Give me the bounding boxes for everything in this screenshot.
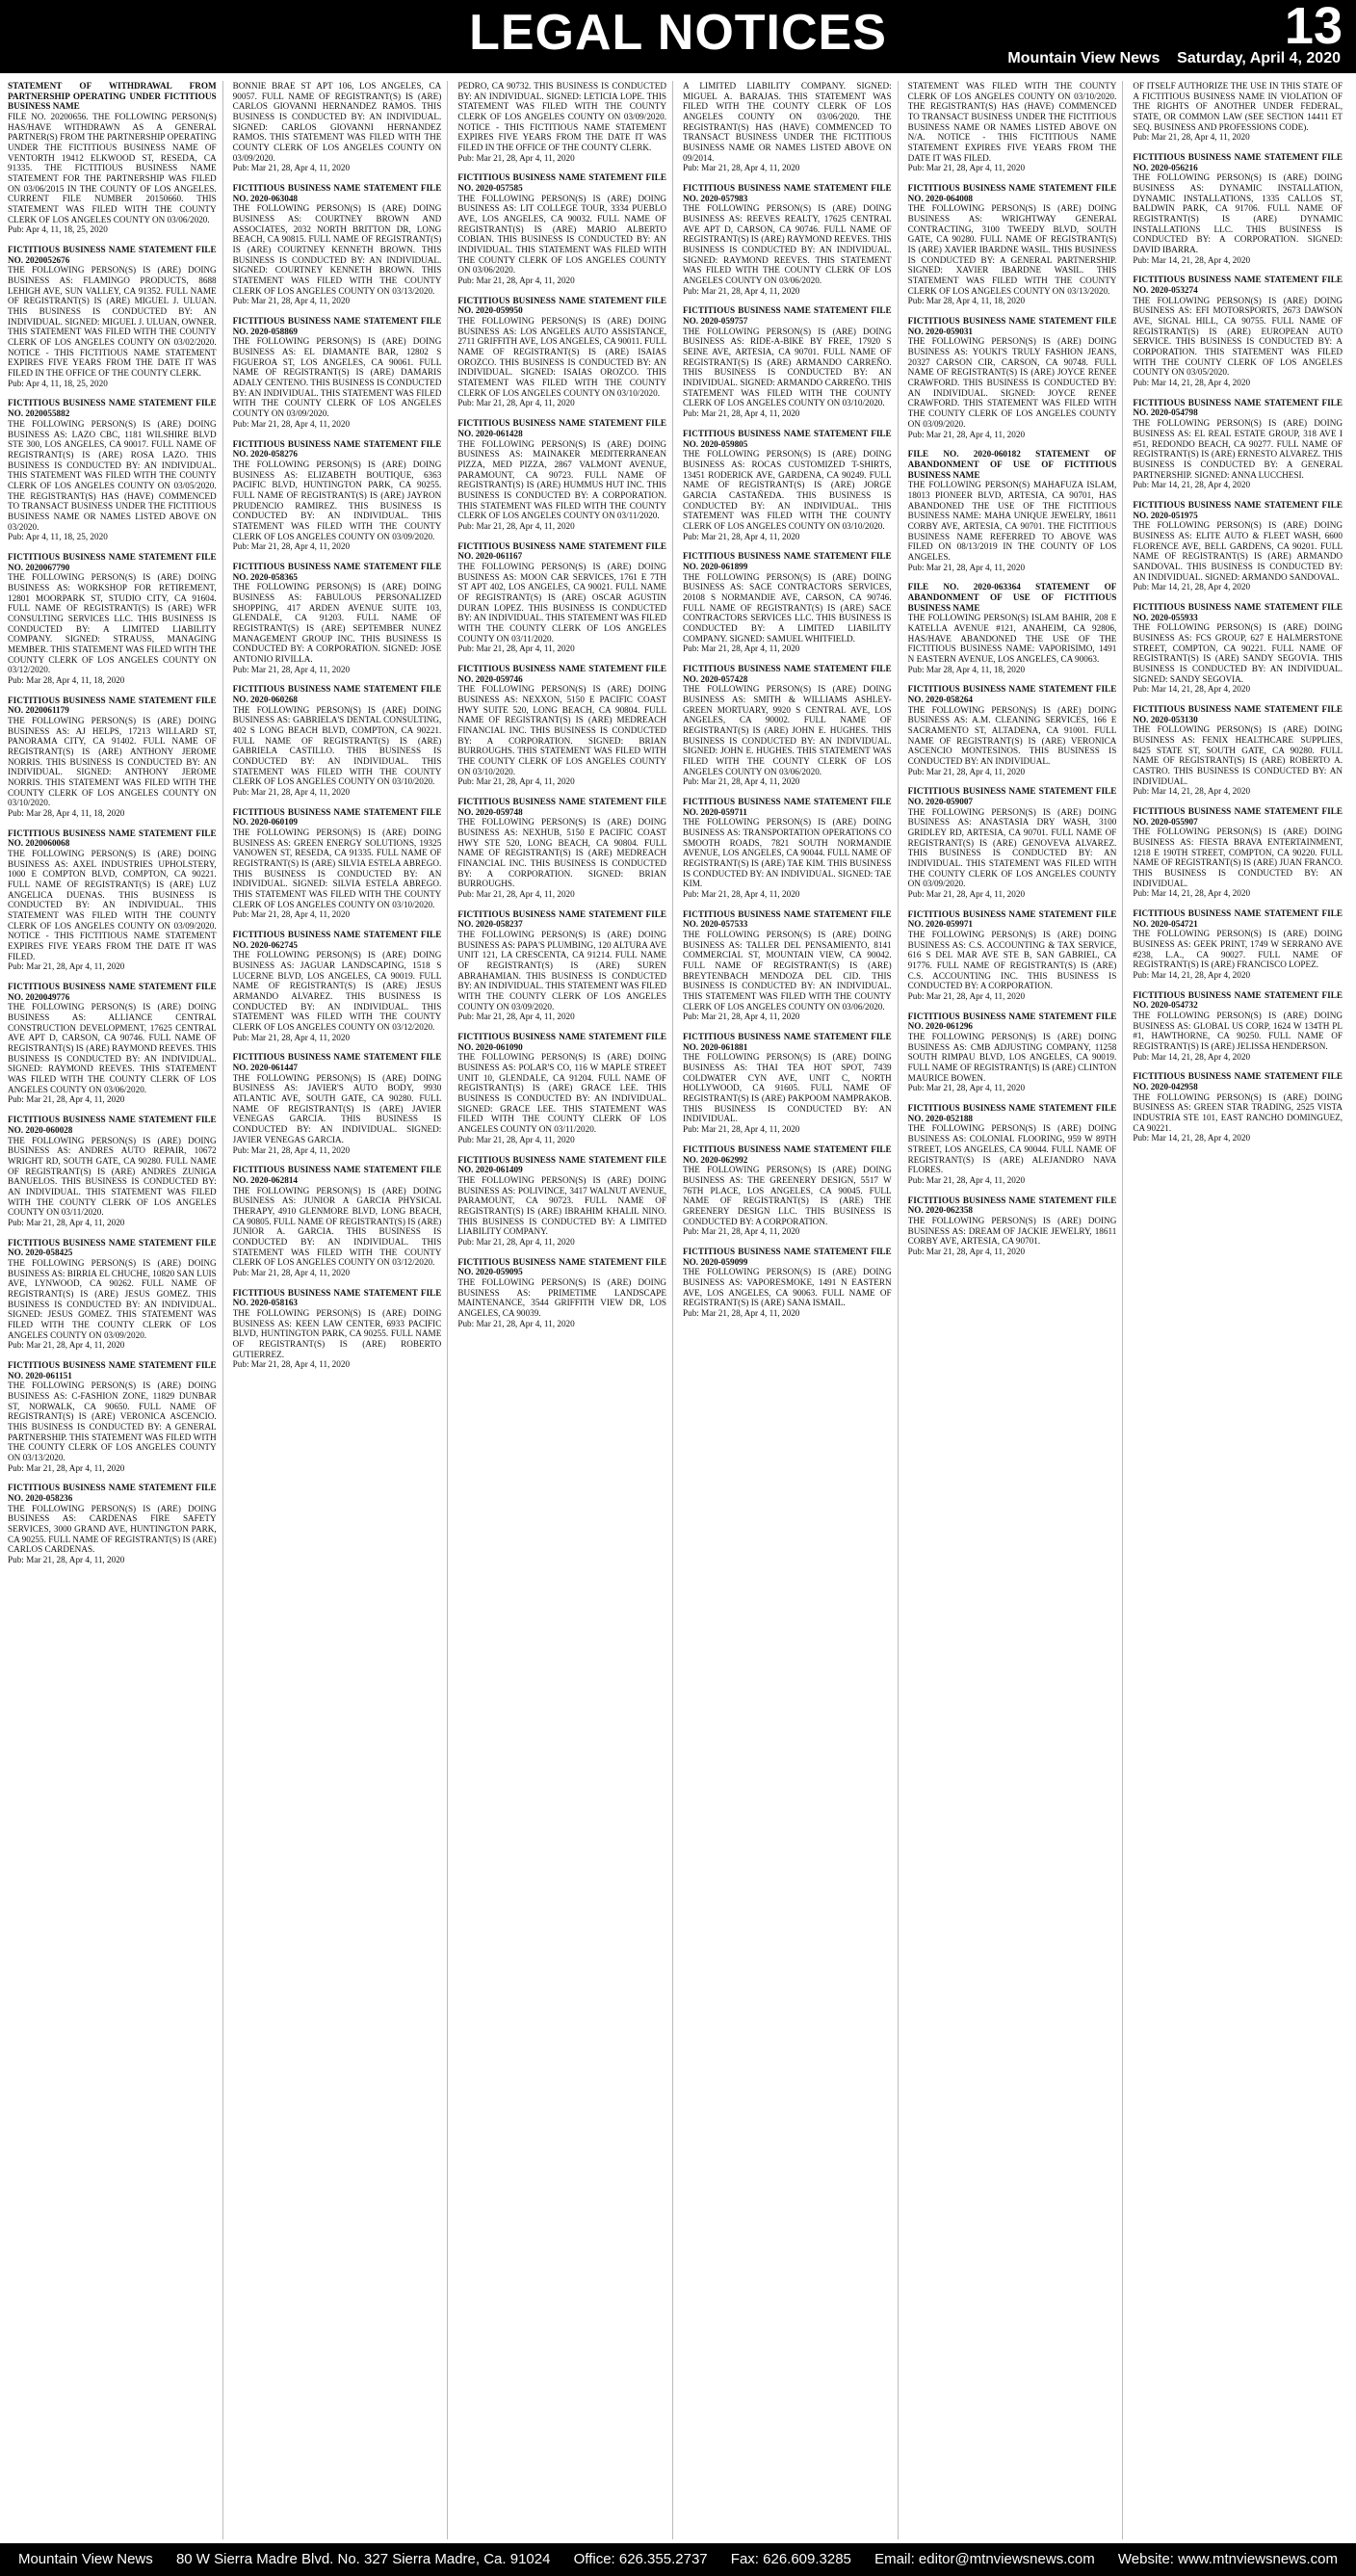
notice-pub-dates: Pub: Mar 21, 28, Apr 4, 11, 2020 [907,991,1026,1002]
notice-heading: FICTITIOUS BUSINESS NAME STATEMENT FILE NO. 2020-059805 [683,428,892,449]
legal-notice [8,1483,217,1564]
notice-heading: FICTITIOUS BUSINESS NAME STATEMENT FILE NO. 2020-059950 [457,295,666,316]
notice-body: THE FOLLOWING PERSON(S) IS (ARE) DOING BUSINESS AS: EL REAL ESTATE GROUP, 318 AVE I #51, REDONDO BEACH, CA 90277. FULL NAME OF REGISTRANT(S) IS (ARE) ERNESTO ALVAREZ. THIS BUSINESS IS CONDUCTED BY: A GENERAL PARTNERSHIP. SIGNED: ANNA LUCCHESI. [1133,418,1343,480]
notice-body: THE FOLLOWING PERSON(S) IS (ARE) DOING BUSINESS AS: WRIGHTWAY GENERAL CONTRACTING, 3100 TWEEDY BLVD, SOUTH GATE, CA 90280. FULL NAME OF REGISTRANT(S) IS (ARE) XAVIER IBARDNE WASIL. THIS BUSINESS IS CONDUCTED BY: A GENERAL PARTNERSHIP. SIGNED: XAVIER IBARDNE WASIL. THIS STATEMENT WAS FILED WITH THE COUNTY CLERK OF LOS ANGELES COUNTY ON 03/13/2020. [907,203,1117,296]
notice-pub-dates: Pub: Mar 21, 28, Apr 4, 11, 2020 [232,163,351,173]
notice-heading: FICTITIOUS BUSINESS NAME STATEMENT FILE NO. 2020-058237 [457,908,666,930]
notice-pub-dates: Pub: Mar 21, 28, Apr 4, 11, 2020 [683,1226,800,1237]
notice-pub-dates: Pub: Mar 21, 28, Apr 4, 11, 2020 [457,776,575,787]
notice-heading: FICTITIOUS BUSINESS NAME STATEMENT FILE NO. 2020-059711 [683,797,892,817]
notice-pub-dates: Pub: Mar 21, 28, Apr 4, 11, 2020 [8,1462,125,1473]
notice-heading: FICTITIOUS BUSINESS NAME STATEMENT FILE NO. 2020-062358 [907,1195,1117,1216]
legal-notice [908,909,1117,1002]
footer [0,2543,1356,2576]
notice-heading: FICTITIOUS BUSINESS NAME STATEMENT FILE NO. 2020-061881 [683,1032,892,1052]
notice-heading: FICTITIOUS BUSINESS NAME STATEMENT FILE NO. 2020-062745 [232,930,442,950]
notice-pub-dates: Pub: Mar 21, 28, Apr 4, 11, 2020 [8,1217,125,1227]
notices-columns [8,81,1348,2539]
legal-notice [233,807,442,920]
notice-body: FILE NO. 20200656. THE FOLLOWING PERSON(S) HAS/HAVE WITHDRAWN AS A GENERAL PARTNER(S) FROM THE PARTNERSHIP OPERATING UNDER THE FICTITIOUS BUSINESS NAME OF VENTORTH 19412 ELKWOOD ST, RESEDA, CA 91335. THE FICTITIOUS BUSINESS NAME STATEMENT FOR THE PARTNERSHIP WAS FILED ON 03/06/2015 IN THE COUNTY OF LOS ANGELES. CURRENT FILE NUMBER 20150660. THIS STATEMENT WAS FILED WITH THE COUNTY CLERK OF LOS ANGELES COUNTY ON 03/06/2020. [8,112,217,224]
notice-heading: FICTITIOUS BUSINESS NAME STATEMENT FILE NO. 2020-057533 [683,908,892,930]
issue-date: Saturday, April 4, 2020 [1177,50,1341,66]
legal-notice [233,1052,442,1155]
notice-heading: FICTITIOUS BUSINESS NAME STATEMENT FILE NO. 2020-058276 [232,438,442,460]
notice-pub-dates: Pub: Mar 21, 28, Apr 4, 11, 2020 [907,163,1026,173]
notice-heading: FICTITIOUS BUSINESS NAME STATEMENT FILE NO. 2020-061447 [232,1052,442,1073]
notice-column [233,81,449,2539]
notice-heading: FICTITIOUS BUSINESS NAME STATEMENT FILE NO. 2020-059748 [457,797,666,817]
footer-address: 80 W Sierra Madre Blvd. No. 327 Sierra Madre, Ca. 91024 [175,2551,551,2567]
notice-body: THE FOLLOWING PERSON(S) IS (ARE) DOING BUSINESS AS: REEVES REALTY, 17625 CENTRAL AVE APT D, CARSON, CA 90746. FULL NAME OF REGISTRANT(S) IS (ARE) RAYMOND REEVES. THIS BUSINESS IS CONDUCTED BY: AN INDIVIDUAL. SIGNED: RAYMOND REEVES. THIS STATEMENT WAS FILED WITH THE COUNTY CLERK OF LOS ANGELES COUNTY ON 03/06/2020. [683,203,892,286]
notice-body: THE FOLLOWING PERSON(S) IS (ARE) DOING BUSINESS AS: ANASTASIA DRY WASH, 3100 GRIDLEY RD, ARTESIA, CA 90701. FULL NAME OF REGISTRANT(S) IS (ARE) GENOVEVA ALVAREZ. THIS BUSINESS IS CONDUCTED BY: AN INDIVIDUAL. THIS STATEMENT WAS FILED WITH THE COUNTY CLERK OF LOS ANGELES COUNTY ON 03/09/2020. [907,806,1117,889]
notice-pub-dates: Pub: Mar 21, 28, Apr 4, 11, 2020 [907,562,1026,572]
notice-heading: FICTITIOUS BUSINESS NAME STATEMENT FILE NO. 2020-060268 [232,684,442,704]
notice-body: THE FOLLOWING PERSON(S) IS (ARE) DOING BUSINESS AS: MAINAKER MEDITERRANEAN PIZZA, MED PIZZA, 2867 VALMONT AVENUE, PARAMOUNT, CA 90723. FULL NAME OF REGISTRANT(S) IS (ARE) HUMMUS HUT INC. THIS BUSINESS IS CONDUCTED BY: A CORPORATION. THIS STATEMENT WAS FILED WITH THE COUNTY CLERK OF LOS ANGELES COUNTY ON 03/11/2020. [457,438,666,521]
notice-pub-dates: Pub: Mar 14, 21, 28, Apr 4, 2020 [1133,1051,1251,1062]
legal-notice [1133,500,1343,592]
notice-pub-dates: Pub: Mar 21, 28, Apr 4, 11, 2020 [8,961,125,972]
legal-notice [457,1257,666,1329]
legal-notice [457,1155,666,1248]
publication-name: Mountain View News [1007,50,1160,66]
legal-notice [233,1288,442,1370]
notice-pub-dates: Pub: Mar 21, 28, Apr 4, 11, 2020 [232,1267,351,1277]
notice-heading: FICTITIOUS BUSINESS NAME STATEMENT FILE NO. 2020-058869 [232,316,442,336]
notice-heading: FICTITIOUS BUSINESS NAME STATEMENT FILE NO. 2020-061151 [8,1359,217,1380]
notice-body: THE FOLLOWING PERSON(S) IS (ARE) DOING BUSINESS AS: GREEN ENERGY SOLUTIONS, 19325 VANOWEN ST, RESEDA, CA 91335. FULL NAME OF REGISTRANT(S) IS (ARE) SILVIA ESTELA ABREGO. THIS BUSINESS IS CONDUCTED BY: AN INDIVIDUAL. SIGNED: SILVIA ESTELA ABREGO. THIS STATEMENT WAS FILED WITH THE COUNTY CLERK OF LOS ANGELES COUNTY ON 03/10/2020. [232,828,442,909]
notice-pub-dates: Pub: Mar 21, 28, Apr 4, 11, 2020 [232,664,351,674]
legal-notice [1133,602,1343,695]
notice-heading: FICTITIOUS BUSINESS NAME STATEMENT FILE NO. 2020-056216 [1133,152,1343,172]
legal-notice [908,786,1117,899]
notice-pub-dates: Pub: Mar 28, Apr 4, 11, 18, 2020 [907,664,1026,674]
notice-heading: FICTITIOUS BUSINESS NAME STATEMENT FILE NO. 2020049776 [8,982,217,1002]
notice-pub-dates: Pub: Mar 21, 28, Apr 4, 11, 2020 [232,541,351,552]
notice-heading: FICTITIOUS BUSINESS NAME STATEMENT FILE NO. 2020067790 [8,551,217,572]
notice-heading: FICTITIOUS BUSINESS NAME STATEMENT FILE NO. 2020-062814 [232,1165,442,1185]
notice-body: THE FOLLOWING PERSON(S) IS (ARE) DOING BUSINESS AS: JAGUAR LANDSCAPING, 1518 S LUCERNE BLVD, LOS ANGELES, CA 90019. FULL NAME OF REGISTRANT(S) IS (ARE) JESUS ARMANDO ALVAREZ. THIS BUSINESS IS CONDUCTED BY: AN INDIVIDUAL. THIS STATEMENT WAS FILED WITH THE COUNTY CLERK OF LOS ANGELES COUNTY ON 03/12/2020. [232,950,442,1033]
notice-body: THE FOLLOWING PERSON(S) IS (ARE) DOING BUSINESS AS: BIRRIA EL CHUCHE, 10820 SAN LUIS AVE, LYNWOOD, CA 90262. FULL NAME OF REGISTRANT(S) IS (ARE) JESUS GOMEZ. THIS BUSINESS IS CONDUCTED BY: AN INDIVIDUAL. SIGNED: JESUS GOMEZ. THIS STATEMENT WAS FILED WITH THE COUNTY CLERK OF LOS ANGELES COUNTY ON 03/09/2020. [8,1257,217,1340]
legal-notice [1133,275,1343,387]
legal-notice [233,562,442,674]
legal-notice [683,1144,892,1237]
notice-body: THE FOLLOWING PERSON(S) IS (ARE) DOING BUSINESS AS: LIT COLLEGE TOUR, 3334 PUEBLO AVE, LOS ANGELES, CA 90032. FULL NAME OF REGISTRANT(S) IS (ARE) MARIO ALBERTO COBIAN. THIS BUSINESS IS CONDUCTED BY: AN INDIVIDUAL. THIS STATEMENT WAS FILED WITH THE COUNTY CLERK OF LOS ANGELES COUNTY ON 03/06/2020. [457,193,666,276]
notice-body: THE FOLLOWING PERSON(S) IS (ARE) DOING BUSINESS AS: ELIZABETH BOUTIQUE, 6363 PACIFIC BLVD, HUNTINGTON PARK, CA 90255. FULL NAME OF REGISTRANT(S) IS (ARE) JAYRON PRUDENCIO RAMIREZ. THIS BUSINESS IS CONDUCTED BY: AN INDIVIDUAL. THIS STATEMENT WAS FILED WITH THE COUNTY CLERK OF LOS ANGELES COUNTY ON 03/09/2020. [232,459,442,541]
notice-body: THE FOLLOWING PERSON(S) MAHAFUZA ISLAM, 18013 PIONEER BLVD, ARTESIA, CA 90701, HAS ABANDONED THE USE OF THE FICTITIOUS BUSINESS NAME: MAHA UNIQUE JEWELRY, 18611 CORBY AVE, ARTESIA, CA 90701. THE FICTITIOUS BUSINESS NAME REFERRED TO ABOVE WAS FILED ON 08/13/2019 IN THE COUNTY OF LOS ANGELES. [907,480,1117,562]
notice-body: THE FOLLOWING PERSON(S) IS (ARE) DOING BUSINESS AS: LOS ANGELES AUTO ASSISTANCE, 2711 GRIFFITH AVE, LOS ANGELES, CA 90011. FULL NAME OF REGISTRANT(S) IS (ARE) ISAIAS OROZCO. THIS BUSINESS IS CONDUCTED BY: AN INDIVIDUAL. SIGNED: ISAIAS OROZCO. THIS STATEMENT WAS FILED WITH THE COUNTY CLERK OF LOS ANGELES COUNTY ON 03/10/2020. [457,316,666,398]
notice-body: OF ITSELF AUTHORIZE THE USE IN THIS STATE OF A FICTITIOUS BUSINESS NAME IN VIOLATION OF THE RIGHTS OF ANOTHER UNDER FEDERAL, STATE, OR COMMON LAW (SEE SECTION 14411 ET SEQ. BUSINESS AND PROFESSIONS CODE). [1133,81,1343,132]
notice-heading: FICTITIOUS BUSINESS NAME STATEMENT FILE NO. 2020-055907 [1133,806,1343,827]
legal-notice [457,172,666,285]
notice-body: THE FOLLOWING PERSON(S) IS (ARE) DOING BUSINESS AS: CMB ADJUSTING COMPANY, 11258 SOUTH RIMPAU BLVD, LOS ANGELES, CA 90019. FULL NAME OF REGISTRANT(S) IS (ARE) CLINTON MAURICE BOWEN. [907,1032,1117,1083]
notice-heading: FICTITIOUS BUSINESS NAME STATEMENT FILE NO. 2020-061167 [457,540,666,562]
legal-notice [683,305,892,418]
notice-heading: FICTITIOUS BUSINESS NAME STATEMENT FILE NO. 2020-058236 [8,1483,217,1503]
notice-body: THE FOLLOWING PERSON(S) IS (ARE) DOING BUSINESS AS: EL DIAMANTE BAR, 12802 S FIGUEROA ST, LOS ANGELES, CA 90061. FULL NAME OF REGISTRANT(S) IS (ARE) DAMARIS ADALY CENTENO. THIS BUSINESS IS CONDUCTED BY: AN INDIVIDUAL. THIS STATEMENT WAS FILED WITH THE COUNTY CLERK OF LOS ANGELES COUNTY ON 03/09/2020. [232,336,442,419]
legal-notice [908,1012,1117,1093]
notice-heading: FICTITIOUS BUSINESS NAME STATEMENT FILE NO. 2020-042958 [1133,1071,1343,1092]
notice-body: THE FOLLOWING PERSON(S) IS (ARE) DOING BUSINESS AS: PAPA'S PLUMBING, 120 ALTURA AVE UNIT 121, LA CRESCENTA, CA 91214. FULL NAME OF REGISTRANT(S) IS (ARE) SUREN ABRAHAMIAN. THIS BUSINESS IS CONDUCTED BY: AN INDIVIDUAL. THIS STATEMENT WAS FILED WITH THE COUNTY CLERK OF LOS ANGELES COUNTY ON 03/09/2020. [457,930,666,1012]
notice-body: THE FOLLOWING PERSON(S) IS (ARE) DOING BUSINESS AS: FENIX HEALTHCARE SUPPLIES, 8425 STATE ST, SOUTH GATE, CA 90280. FULL NAME OF REGISTRANT(S) IS (ARE) ROBERTO A. CASTRO. THIS BUSINESS IS CONDUCTED BY: AN INDIVIDUAL. [1133,724,1343,786]
notice-column [8,81,223,2539]
notice-pub-dates: Pub: Mar 21, 28, Apr 4, 11, 2020 [8,1340,125,1351]
legal-notice [683,1032,892,1135]
notice-body: THE FOLLOWING PERSON(S) IS (ARE) DOING BUSINESS AS: AXEL INDUSTRIES UPHOLSTERY, 1000 E COMPTON BLVD, COMPTON, CA 90221. FULL NAME OF REGISTRANT(S) IS (ARE) LUZ ANGELICA DUENAS. THIS BUSINESS IS CONDUCTED BY: AN INDIVIDUAL. THIS STATEMENT WAS FILED WITH THE COUNTY CLERK OF LOS ANGELES COUNTY ON 03/09/2020. NOTICE - THIS FICTITIOUS NAME STATEMENT EXPIRES FIVE YEARS FROM THE DATE IT WAS FILED. [8,849,217,961]
legal-notice [908,449,1117,572]
notice-body: THE FOLLOWING PERSON(S) IS (ARE) DOING BUSINESS AS: GLOBAL US CORP, 1624 W 134TH PL #1, HAWTHORNE, CA 90250. FULL NAME OF REGISTRANT(S) IS (ARE) JELISSA HENDERSON. [1133,1011,1343,1052]
legal-notice [457,418,666,531]
legal-notice [1133,152,1343,265]
notice-body: THE FOLLOWING PERSON(S) IS (ARE) DOING BUSINESS AS: TRANSPORTATION OPERATIONS CO SMOOTH ROADS, 7821 SOUTH NORMANDIE AVENUE, LOS ANGELES, CA 90044. FULL NAME OF REGISTRANT(S) IS (ARE) TAE KIM. THIS BUSINESS IS CONDUCTED BY: AN INDIVIDUAL. SIGNED: TAE KIM. [683,817,892,889]
notice-pub-dates: Pub: Apr 4, 11, 18, 25, 2020 [8,224,108,235]
notice-pub-dates: Pub: Mar 21, 28, Apr 4, 11, 2020 [683,1307,800,1318]
notice-pub-dates: Pub: Mar 21, 28, Apr 4, 11, 2020 [683,285,800,296]
notice-heading: FICTITIOUS BUSINESS NAME STATEMENT FILE NO. 2020-061409 [457,1154,666,1175]
notice-pub-dates: Pub: Mar 21, 28, Apr 4, 11, 2020 [8,1094,125,1105]
legal-notice [8,828,217,972]
notice-heading: FICTITIOUS BUSINESS NAME STATEMENT FILE NO. 2020-060109 [232,806,442,828]
notice-body: THE FOLLOWING PERSON(S) IS (ARE) DOING BUSINESS AS: VAPORESMOKE, 1491 N EASTERN AVE, LOS ANGELES, CA 90063. FULL NAME OF REGISTRANT(S) IS (ARE) SANA ISMAIL. [683,1267,892,1308]
notice-heading: FILE NO. 2020-063364 STATEMENT OF ABANDONMENT OF USE OF FICTITIOUS BUSINESS NAME [907,582,1117,613]
notice-heading: FICTITIOUS BUSINESS NAME STATEMENT FILE NO. 2020-059031 [907,316,1117,336]
legal-notice [908,183,1117,306]
notice-body: THE FOLLOWING PERSON(S) IS (ARE) DOING BUSINESS AS: NEXHUB, 5150 E PACIFIC COAST HWY STE 520, LONG BEACH, CA 90804. FULL NAME OF REGISTRANT(S) IS (ARE) MEDREACH FINANCIAL INC. THIS BUSINESS IS CONDUCTED BY: A CORPORATION. SIGNED: BRIAN BURROUGHS. [457,817,666,889]
notice-pub-dates: Pub: Mar 28, Apr 4, 11, 18, 2020 [907,296,1026,306]
notice-pub-dates: Pub: Mar 21, 28, Apr 4, 11, 2020 [683,1124,800,1135]
notice-pub-dates: Pub: Mar 21, 28, Apr 4, 11, 2020 [457,276,575,286]
legal-notice [233,684,442,797]
notice-heading: FICTITIOUS BUSINESS NAME STATEMENT FILE NO. 2020-054798 [1133,397,1343,418]
legal-notice [233,439,442,552]
notice-body: THE FOLLOWING PERSON(S) IS (ARE) DOING BUSINESS AS: POLIVINCE, 3417 WALNUT AVENUE, PARAMOUNT, CA 90723. FULL NAME OF REGISTRANT(S) IS (ARE) IBRAHIM KHALIL NINO. THIS BUSINESS IS CONDUCTED BY: A LIMITED LIABILITY COMPANY. [457,1174,666,1237]
notice-heading: FICTITIOUS BUSINESS NAME STATEMENT FILE NO. 2020055882 [8,398,217,419]
notice-pub-dates: Pub: Mar 21, 28, Apr 4, 11, 2020 [683,776,800,787]
legal-notice [1133,908,1343,981]
notice-body: THE FOLLOWING PERSON(S) IS (ARE) DOING BUSINESS AS: FIESTA BRAVA ENTERTAINMENT, 1218 E 190TH STREET, COMPTON, CA 90220. FULL NAME OF REGISTRANT(S) IS (ARE) JUAN FRANCO. THIS BUSINESS IS CONDUCTED BY: AN INDIVIDUAL. [1133,827,1343,888]
notice-heading: FICTITIOUS BUSINESS NAME STATEMENT FILE NO. 2020-058163 [232,1287,442,1308]
notice-pub-dates: Pub: Mar 21, 28, Apr 4, 11, 2020 [907,1083,1026,1093]
notice-heading: FICTITIOUS BUSINESS NAME STATEMENT FILE NO. 2020-057428 [683,663,892,684]
notice-body: THE FOLLOWING PERSON(S) ISLAM BAHIR, 208 E KATELLA AVENUE #121, ANAHEIM, CA 92806, HAS/HAVE ABANDONED THE USE OF THE FICTITIOUS BUSINESS NAME: VAPORISIMO, 1491 N EASTERN AVENUE, LOS ANGELES, CA 90063. [907,613,1117,664]
footer-website: Website: www.mtnviewsnews.com [1117,2551,1339,2567]
notice-body: THE FOLLOWING PERSON(S) IS (ARE) DOING BUSINESS AS: C.S. ACCOUNTING & TAX SERVICE, 616 S DEL MAR AVE STE B, SAN GABRIEL, CA 91776. FULL NAME OF REGISTRANT(S) IS (ARE) C.S. ACCOUNTING INC. THIS BUSINESS IS CONDUCTED BY: A CORPORATION. [907,930,1117,991]
notice-heading: FICTITIOUS BUSINESS NAME STATEMENT FILE NO. 2020-053274 [1133,275,1343,296]
notice-pub-dates: Pub: Mar 14, 21, 28, Apr 4, 2020 [1133,254,1251,265]
notice-pub-dates: Pub: Mar 14, 21, 28, Apr 4, 2020 [1133,480,1251,490]
notice-pub-dates: Pub: Mar 21, 28, Apr 4, 11, 2020 [232,1144,351,1155]
notice-heading: FICTITIOUS BUSINESS NAME STATEMENT FILE NO. 2020-064008 [907,183,1117,203]
notice-heading: FICTITIOUS BUSINESS NAME STATEMENT FILE NO. 2020-053130 [1133,703,1343,724]
notice-body: STATEMENT WAS FILED WITH THE COUNTY CLERK OF LOS ANGELES COUNTY ON 03/10/2020. THE REGISTRANT(S) HAS (HAVE) COMMENCED TO TRANSACT BUSINESS UNDER THE FICTITIOUS BUSINESS NAME OR NAMES LISTED ABOVE ON N/A. NOTICE - THIS FICTITIOUS NAME STATEMENT EXPIRES FIVE YEARS FROM THE DATE IT WAS FILED. [907,81,1117,163]
notice-heading: FICTITIOUS BUSINESS NAME STATEMENT FILE NO. 2020061179 [8,695,217,716]
legal-notice [233,930,442,1042]
notice-body: THE FOLLOWING PERSON(S) IS (ARE) DOING BUSINESS AS: COLONIAL FLOORING, 959 W 89TH STREET, LOS ANGELES, CA 90044. FULL NAME OF REGISTRANT(S) IS (ARE) ALEJANDRO NAVA FLORES. [907,1123,1117,1175]
notice-heading: FICTITIOUS BUSINESS NAME STATEMENT FILE NO. 2020-059971 [907,908,1117,930]
legal-notice [908,1103,1117,1185]
legal-notice [8,1238,217,1351]
notice-body: THE FOLLOWING PERSON(S) IS (ARE) DOING BUSINESS AS: AJ HELPS, 17213 WILLARD ST, PANORAMA CITY, CA 91402. FULL NAME OF REGISTRANT(S) IS (ARE) ANTHONY JEROME NORRIS. THIS BUSINESS IS CONDUCTED BY: AN INDIVIDUAL. SIGNED: ANTHONY JEROME NORRIS. THIS STATEMENT WAS FILED WITH THE COUNTY CLERK OF LOS ANGELES COUNTY ON 03/10/2020. [8,715,217,808]
legal-notice [233,1165,442,1277]
notice-column [457,81,673,2539]
notice-body: THE FOLLOWING PERSON(S) IS (ARE) DOING BUSINESS AS: FLAMINGO PRODUCTS, 8688 LEHIGH AVE, SUN VALLEY, CA 91352. FULL NAME OF REGISTRANT(S) IS (ARE) MIGUEL J. ULUAN. THIS BUSINESS IS CONDUCTED BY: AN INDIVIDUAL. SIGNED: MIGUEL J. ULUAN, OWNER. THIS STATEMENT WAS FILED WITH THE COUNTY CLERK OF LOS ANGELES COUNTY ON 03/02/2020. NOTICE - THIS FICTITIOUS NAME STATEMENT EXPIRES FIVE YEARS FROM THE DATE IT WAS FILED IN THE OFFICE OF THE COUNTY CLERK. [8,265,217,379]
legal-notice [457,296,666,408]
notice-column [1133,81,1348,2539]
notice-body: A LIMITED LIABILITY COMPANY. SIGNED: MIGUEL A. BARAJAS. THIS STATEMENT WAS FILED WITH THE COUNTY CLERK OF LOS ANGELES COUNTY ON 03/06/2020. THE REGISTRANT(S) HAS (HAVE) COMMENCED TO TRANSACT BUSINESS UNDER THE FICTITIOUS BUSINESS NAME OR NAMES LISTED ABOVE ON 09/2014. [683,81,892,163]
notice-heading: FICTITIOUS BUSINESS NAME STATEMENT FILE NO. 2020-060028 [8,1115,217,1135]
notice-heading: FICTITIOUS BUSINESS NAME STATEMENT FILE NO. 2020060068 [8,828,217,849]
footer-fax: Fax: 626.609.3285 [730,2551,851,2567]
legal-notice [908,81,1117,173]
notice-pub-dates: Pub: Mar 14, 21, 28, Apr 4, 2020 [1133,582,1251,592]
notice-heading: FICTITIOUS BUSINESS NAME STATEMENT FILE NO. 2020-061899 [683,551,892,571]
notice-heading: FICTITIOUS BUSINESS NAME STATEMENT FILE NO. 2020-057983 [683,183,892,203]
notice-body: THE FOLLOWING PERSON(S) IS (ARE) DOING BUSINESS AS: A.M. CLEANING SERVICES, 166 E SACRAMENTO ST, ALTADENA, CA 91001. FULL NAME OF REGISTRANT(S) IS (ARE) VERONICA ASCENCIO MONTESINOS. THIS BUSINESS IS CONDUCTED BY: AN INDIVIDUAL. [907,704,1117,766]
notice-heading: FICTITIOUS BUSINESS NAME STATEMENT FILE NO. 2020-061296 [907,1011,1117,1032]
notice-pub-dates: Pub: Mar 21, 28, Apr 4, 11, 2020 [683,889,800,900]
notice-body: THE FOLLOWING PERSON(S) IS (ARE) DOING BUSINESS AS: DYNAMIC INSTALLATION, DYNAMIC INSTALLATIONS, 1335 CALLOS ST, BALDWIN PARK, CA 91706. FULL NAME OF REGISTRANT(S) IS (ARE) DYNAMIC INSTALLATIONS LLC. THIS BUSINESS IS CONDUCTED BY: A CORPORATION. SIGNED: DAVID IBARRA. [1133,172,1343,255]
notice-pub-dates: Pub: Mar 21, 28, Apr 4, 11, 2020 [907,429,1026,439]
footer-office-phone: Office: 626.355.2737 [573,2551,708,2567]
legal-notice [8,552,217,686]
legal-notice [233,316,442,429]
notice-body: THE FOLLOWING PERSON(S) IS (ARE) DOING BUSINESS AS: GREEN STAR TRADING, 2525 VISTA INDUSTRIA STE 101, EAST RANCHO DOMINGUEZ, CA 90221. [1133,1091,1343,1133]
notice-body: THE FOLLOWING PERSON(S) IS (ARE) DOING BUSINESS AS: THE GREENERY DESIGN, 5517 W 76TH PLACE, LOS ANGELES, CA 90045. FULL NAME OF REGISTRANT(S) IS (ARE) THE GREENERY DESIGN LLC. THIS BUSINESS IS CONDUCTED BY: A CORPORATION. [683,1165,892,1226]
legal-notice [683,1247,892,1319]
legal-notice [1133,81,1343,143]
legal-notice [457,909,666,1022]
notice-pub-dates: Pub: Mar 21, 28, Apr 4, 11, 2020 [457,1236,575,1247]
notice-pub-dates: Pub: Mar 21, 28, Apr 4, 11, 2020 [457,889,575,900]
notice-pub-dates: Pub: Mar 21, 28, Apr 4, 11, 2020 [232,1032,351,1042]
notice-heading: FICTITIOUS BUSINESS NAME STATEMENT FILE NO. 2020-054721 [1133,908,1343,929]
section-title: LEGAL NOTICES [469,5,887,61]
notice-pub-dates: Pub: Mar 21, 28, Apr 4, 11, 2020 [457,152,575,163]
notice-heading: FICTITIOUS BUSINESS NAME STATEMENT FILE NO. 2020-061428 [457,418,666,438]
notice-body: THE FOLLOWING PERSON(S) IS (ARE) DOING BUSINESS AS: JUNIOR A GARCIA PHYSICAL THERAPY, 4910 GLENMORE BLVD, LONG BEACH, CA 90805. FULL NAME OF REGISTRANT(S) IS (ARE) JUNIOR A. GARCIA. THIS BUSINESS IS CONDUCTED BY: AN INDIVIDUAL. THIS STATEMENT WAS FILED WITH THE COUNTY CLERK OF LOS ANGELES COUNTY ON 03/12/2020. [232,1185,442,1268]
notice-heading: FICTITIOUS BUSINESS NAME STATEMENT FILE NO. 2020-057585 [457,172,666,194]
legal-notice [683,909,892,1022]
notice-pub-dates: Pub: Mar 21, 28, Apr 4, 11, 2020 [457,1012,575,1022]
page-number: 13 [1284,0,1343,55]
notice-pub-dates: Pub: Mar 21, 28, Apr 4, 11, 2020 [232,1359,351,1370]
notice-heading: FICTITIOUS BUSINESS NAME STATEMENT FILE NO. 2020052676 [8,245,217,265]
notice-pub-dates: Pub: Mar 21, 28, Apr 4, 11, 2020 [457,520,575,531]
legal-notice [683,429,892,541]
notice-body: THE FOLLOWING PERSON(S) IS (ARE) DOING BUSINESS AS: ANDRES AUTO REPAIR, 10672 WRIGHT RD, SOUTH GATE, CA 90280. FULL NAME OF REGISTRANT(S) IS (ARE) ANDRES ZUNIGA BANUELOS. THIS BUSINESS IS CONDUCTED BY: AN INDIVIDUAL. THIS STATEMENT WAS FILED WITH THE COUNTY CLERK OF LOS ANGELES COUNTY ON 03/11/2020. [8,1135,217,1218]
notice-pub-dates: Pub: Mar 21, 28, Apr 4, 11, 2020 [457,1318,575,1328]
notice-heading: FICTITIOUS BUSINESS NAME STATEMENT FILE NO. 2020-051975 [1133,499,1343,520]
notice-pub-dates: Pub: Mar 14, 21, 28, Apr 4, 2020 [1133,378,1251,388]
legal-notice [908,1196,1117,1257]
notice-pub-dates: Pub: Mar 21, 28, Apr 4, 11, 2020 [907,766,1026,776]
notice-pub-dates: Pub: Mar 21, 28, Apr 4, 11, 2020 [683,1012,800,1022]
legal-notice [683,551,892,654]
legal-notice [457,797,666,900]
notice-pub-dates: Pub: Mar 21, 28, Apr 4, 11, 2020 [907,1174,1026,1185]
footer-email: Email: editor@mtnviewsnews.com [874,2551,1095,2567]
legal-notice [8,982,217,1105]
notice-pub-dates: Pub: Mar 21, 28, Apr 4, 11, 2020 [232,787,351,797]
notice-heading: FICTITIOUS BUSINESS NAME STATEMENT FILE NO. 2020-059095 [457,1256,666,1277]
notice-heading: FICTITIOUS BUSINESS NAME STATEMENT FILE NO. 2020-058365 [232,561,442,582]
notice-pub-dates: Pub: Mar 21, 28, Apr 4, 11, 2020 [907,1246,1026,1256]
notice-body: THE FOLLOWING PERSON(S) IS (ARE) DOING BUSINESS AS: SMITH & WILLIAMS ASHLEY-GREEN MORTUARY, 9920 S CENTRAL AVE, LOS ANGELES, CA 90002. FULL NAME OF REGISTRANT(S) IS (ARE) JOHN E. HUGHES. THIS BUSINESS IS CONDUCTED BY: AN INDIVIDUAL. SIGNED: JOHN E. HUGHES. THIS STATEMENT WAS FILED WITH THE COUNTY CLERK OF LOS ANGELES COUNTY ON 03/06/2020. [683,684,892,776]
legal-notice [233,81,442,173]
notice-pub-dates: Pub: Apr 4, 11, 18, 25, 2020 [8,532,108,542]
legal-notice [457,541,666,654]
notice-body: THE FOLLOWING PERSON(S) IS (ARE) DOING BUSINESS AS: ROCAS CUSTOMIZED T-SHIRTS, 13451 RODERICK AVE, GARDENA, CA 90249. FULL NAME OF REGISTRANT(S) IS (ARE) JORGE GARCIA CASTAÑEDA. THIS BUSINESS IS CONDUCTED BY: AN INDIVIDUAL. THIS STATEMENT WAS FILED WITH THE COUNTY CLERK OF LOS ANGELES COUNTY ON 03/10/2020. [683,449,892,531]
notice-body: THE FOLLOWING PERSON(S) IS (ARE) DOING BUSINESS AS: TALLER DEL PENSAMIENTO, 8141 COMMERCIAL ST, MOUNTAIN VIEW, CA 90042. FULL NAME OF REGISTRANT(S) IS (ARE) BREYTENBACH MENDOZA DEL CID. THIS BUSINESS IS CONDUCTED BY: AN INDIVIDUAL. THIS STATEMENT WAS FILED WITH THE COUNTY CLERK OF LOS ANGELES COUNTY ON 03/06/2020. [683,930,892,1012]
legal-notice [683,81,892,173]
notice-pub-dates: Pub: Mar 21, 28, Apr 4, 11, 2020 [907,889,1026,900]
notice-pub-dates: Pub: Mar 28, Apr 4, 11, 18, 2020 [8,674,125,685]
notice-heading: STATEMENT OF WITHDRAWAL FROM PARTNERSHIP OPERATING UNDER FICTITIOUS BUSINESS NAME [8,81,217,112]
legal-notice [908,684,1117,776]
notice-body: THE FOLLOWING PERSON(S) IS (ARE) DOING BUSINESS AS: GEEK PRINT, 1749 W SERRANO AVE #238, L.A., CA 90027. FULL NAME OF REGISTRANT(S) IS (ARE) FRANCISCO LOPEZ. [1133,929,1343,970]
notice-pub-dates: Pub: Mar 21, 28, Apr 4, 11, 2020 [683,531,800,541]
notice-pub-dates: Pub: Mar 28, Apr 4, 11, 18, 2020 [8,808,125,819]
dateline [1007,50,1341,67]
legal-notice [8,1115,217,1227]
notice-body: THE FOLLOWING PERSON(S) IS (ARE) DOING BUSINESS AS: JAVIER'S AUTO BODY, 9930 ATLANTIC AVE, SOUTH GATE, CA 90280. FULL NAME OF REGISTRANT(S) IS (ARE) JAVIER VENEGAS GARCIA. THIS BUSINESS IS CONDUCTED BY: AN INDIVIDUAL. SIGNED: JAVIER VENEGAS GARCIA. [232,1072,442,1144]
notice-body: THE FOLLOWING PERSON(S) IS (ARE) DOING BUSINESS AS: ALLIANCE CENTRAL CONSTRUCTION DEVELOPMENT, 17625 CENTRAL AVE APT D, CARSON, CA 90746. FULL NAME OF REGISTRANT(S) IS (ARE) RAYMOND REEVES. THIS BUSINESS IS CONDUCTED BY: AN INDIVIDUAL. SIGNED: RAYMOND REEVES. THIS STATEMENT WAS FILED WITH THE COUNTY CLERK OF LOS ANGELES COUNTY ON 03/06/2020. [8,1002,217,1094]
legal-notice [1133,704,1343,797]
notice-heading: FICTITIOUS BUSINESS NAME STATEMENT FILE NO. 2020-059099 [683,1246,892,1267]
notice-body: THE FOLLOWING PERSON(S) IS (ARE) DOING BUSINESS AS: LAZO CBC, 1181 WILSHIRE BLVD STE 300, LOS ANGELES, CA 90017. FULL NAME OF REGISTRANT(S) IS (ARE) ROSA LAZO. THIS BUSINESS IS CONDUCTED BY: AN INDIVIDUAL. THIS STATEMENT WAS FILED WITH THE COUNTY CLERK OF LOS ANGELES COUNTY ON 03/05/2020. THE REGISTRANT(S) HAS (HAVE) COMMENCED TO TRANSACT BUSINESS UNDER THE FICTITIOUS BUSINESS NAME OR NAMES LISTED ABOVE ON 03/2020. [8,418,217,532]
legal-notice [233,183,442,306]
notice-heading: FICTITIOUS BUSINESS NAME STATEMENT FILE NO. 2020-055933 [1133,601,1343,622]
notice-body: THE FOLLOWING PERSON(S) IS (ARE) DOING BUSINESS AS: WORKSHOP FOR RETIREMENT, 12801 MOORPARK ST, STUDIO CITY, CA 91604. FULL NAME OF REGISTRANT(S) IS (ARE) WFR CONSULTING SERVICES LLC. THIS BUSINESS IS CONDUCTED BY: A LIMITED LIABILITY COMPANY. SIGNED: STRAUSS, MANAGING MEMBER. THIS STATEMENT WAS FILED WITH THE COUNTY CLERK OF LOS ANGELES COUNTY ON 03/12/2020. [8,572,217,675]
notice-column [908,81,1124,2539]
notice-pub-dates: Pub: Mar 21, 28, Apr 4, 11, 2020 [683,163,800,173]
notice-pub-dates: Pub: Mar 14, 21, 28, Apr 4, 2020 [1133,786,1251,797]
notice-body: THE FOLLOWING PERSON(S) IS (ARE) DOING BUSINESS AS: CARDENAS FIRE SAFETY SERVICES, 3000 GRAND AVE, HUNTINGTON PARK, CA 90255. FULL NAME OF REGISTRANT(S) IS (ARE) CARLOS CARDENAS. [8,1503,217,1555]
legal-notice [8,1360,217,1473]
notice-pub-dates: Pub: Mar 21, 28, Apr 4, 11, 2020 [683,408,800,419]
legal-notice [1133,990,1343,1063]
notice-pub-dates: Pub: Mar 21, 28, Apr 4, 11, 2020 [232,909,351,920]
legal-notice [457,1032,666,1144]
notice-pub-dates: Pub: Mar 21, 28, Apr 4, 11, 2020 [457,398,575,408]
legal-notice [683,664,892,787]
notice-pub-dates: Pub: Mar 21, 28, Apr 4, 11, 2020 [8,1555,125,1565]
notice-pub-dates: Pub: Mar 21, 28, Apr 4, 11, 2020 [457,1134,575,1144]
notice-body: THE FOLLOWING PERSON(S) IS (ARE) DOING BUSINESS AS: C-FASHION ZONE, 11829 DUNBAR ST, NORWALK, CA 90650. FULL NAME OF REGISTRANT(S) IS (ARE) VERONICA ASCENCIO. THIS BUSINESS IS CONDUCTED BY: A GENERAL PARTNERSHIP. THIS STATEMENT WAS FILED WITH THE COUNTY CLERK OF LOS ANGELES COUNTY ON 03/13/2020. [8,1380,217,1462]
legal-notice [8,696,217,819]
notice-heading: FICTITIOUS BUSINESS NAME STATEMENT FILE NO. 2020-062992 [683,1143,892,1165]
notice-body: THE FOLLOWING PERSON(S) IS (ARE) DOING BUSINESS AS: YOUKI'S TRULY FASHION JEANS, 20327 CARSON CIR, CARSON, CA 90748. FULL NAME OF REGISTRANT(S) IS (ARE) JOYCE RENEE CRAWFORD. THIS BUSINESS IS CONDUCTED BY: AN INDIVIDUAL. SIGNED: JOYCE RENEE CRAWFORD. THIS STATEMENT WAS FILED WITH THE COUNTY CLERK OF LOS ANGELES COUNTY ON 03/09/2020. [907,336,1117,429]
masthead [0,0,1356,73]
notice-heading: FICTITIOUS BUSINESS NAME STATEMENT FILE NO. 2020-063048 [232,183,442,203]
notice-body: THE FOLLOWING PERSON(S) IS (ARE) DOING BUSINESS AS: MOON CAR SERVICES, 1761 E 7TH ST APT 402, LOS ANGELES, CA 90021. FULL NAME OF REGISTRANT(S) IS (ARE) OSCAR AGUSTIN DURAN LOPEZ. THIS BUSINESS IS CONDUCTED BY: AN INDIVIDUAL. THIS STATEMENT WAS FILED WITH THE COUNTY CLERK OF LOS ANGELES COUNTY ON 03/11/2020. [457,561,666,644]
notice-column [683,81,899,2539]
notice-body: THE FOLLOWING PERSON(S) IS (ARE) DOING BUSINESS AS: DREAM OF JACKIE JEWELRY, 18611 CORBY AVE, ARTESIA, CA 90701. [907,1215,1117,1247]
notice-body: THE FOLLOWING PERSON(S) IS (ARE) DOING BUSINESS AS: SACE CONTRACTORS SERVICES, 20108 S NORMANDIE AVE, CARSON, CA 90746. FULL NAME OF REGISTRANT(S) IS (ARE) SACE CONTRACTORS SERVICES LLC. THIS BUSINESS IS CONDUCTED BY: A LIMITED LIABILITY COMPANY. SIGNED: SAMUEL WHITFIELD. [683,571,892,644]
notice-heading: FICTITIOUS BUSINESS NAME STATEMENT FILE NO. 2020-058425 [8,1237,217,1258]
notice-pub-dates: Pub: Mar 14, 21, 28, Apr 4, 2020 [1133,684,1251,695]
notice-body: THE FOLLOWING PERSON(S) IS (ARE) DOING BUSINESS AS: PRIMETIME LANDSCAPE MAINTENANCE, 3544 GRIFFITH VIEW DR, LOS ANGELES, CA 90039. [457,1276,666,1318]
legal-notice [1133,398,1343,490]
notice-body: THE FOLLOWING PERSON(S) IS (ARE) DOING BUSINESS AS: NEXXON, 5150 E PACIFIC COAST HWY SUITE 520, LONG BEACH, CA 90804. FULL NAME OF REGISTRANT(S) IS (ARE) MEDREACH FINANCIAL INC. THIS BUSINESS IS CONDUCTED BY: A CORPORATION. SIGNED: BRIAN BURROUGHS. THIS STATEMENT WAS FILED WITH THE COUNTY CLERK OF LOS ANGELES COUNTY ON 03/10/2020. [457,684,666,776]
notice-body: THE FOLLOWING PERSON(S) IS (ARE) DOING BUSINESS AS: COURTNEY BROWN AND ASSOCIATES, 2032 NORTH BRITTON DR, LONG BEACH, CA 90815. FULL NAME OF REGISTRANT(S) IS (ARE) COURTNEY KENNETH BROWN. THIS BUSINESS IS CONDUCTED BY: AN INDIVIDUAL. SIGNED: COURTNEY KENNETH BROWN. THIS STATEMENT WAS FILED WITH THE COUNTY CLERK OF LOS ANGELES COUNTY ON 03/13/2020. [232,203,442,296]
notice-pub-dates: Pub: Mar 21, 28, Apr 4, 11, 2020 [457,644,575,654]
notice-pub-dates: Pub: Mar 14, 21, 28, Apr 4, 2020 [1133,970,1251,981]
legal-notice [457,664,666,787]
legal-notice [8,245,217,388]
notice-body: THE FOLLOWING PERSON(S) IS (ARE) DOING BUSINESS AS: THAI TEA HOT SPOT, 7439 COLDWATER CYN AVE, UNIT C, NORTH HOLLYWOOD, CA 91605. FULL NAME OF REGISTRANT(S) IS (ARE) PAKPOOM NAMPRAKOB. THIS BUSINESS IS CONDUCTED BY: AN INDIVIDUAL. [683,1052,892,1124]
legal-notice [8,81,217,235]
legal-notice [8,398,217,541]
notice-heading: FICTITIOUS BUSINESS NAME STATEMENT FILE NO. 2020-061090 [457,1032,666,1052]
legal-notice [683,797,892,900]
notice-heading: FICTITIOUS BUSINESS NAME STATEMENT FILE NO. 2020-054732 [1133,989,1343,1011]
legal-notice [908,582,1117,674]
legal-notice [683,183,892,296]
notice-body: THE FOLLOWING PERSON(S) IS (ARE) DOING BUSINESS AS: ELITE AUTO & FLEET WASH, 6600 FLORENCE AVE, BELL GARDENS, CA 90201. FULL NAME OF REGISTRANT(S) IS (ARE) ARMANDO SANDOVAL. THIS BUSINESS IS CONDUCTED BY: AN INDIVIDUAL. SIGNED: ARMANDO SANDOVAL. [1133,520,1343,582]
notice-pub-dates: Pub: Mar 21, 28, Apr 4, 11, 2020 [232,418,351,429]
notice-heading: FICTITIOUS BUSINESS NAME STATEMENT FILE NO. 2020-059007 [907,786,1117,806]
notice-body: THE FOLLOWING PERSON(S) IS (ARE) DOING BUSINESS AS: GABRIELA'S DENTAL CONSULTING, 402 S LONG BEACH BLVD, COMPTON, CA 90221. FULL NAME OF REGISTRANT(S) IS (ARE) GABRIELA CASTILLO. THIS BUSINESS IS CONDUCTED BY: AN INDIVIDUAL. THIS STATEMENT WAS FILED WITH THE COUNTY CLERK OF LOS ANGELES COUNTY ON 03/10/2020. [232,704,442,787]
notice-body: THE FOLLOWING PERSON(S) IS (ARE) DOING BUSINESS AS: KEEN LAW CENTER, 6933 PACIFIC BLVD, HUNTINGTON PARK, CA 90255. FULL NAME OF REGISTRANT(S) IS (ARE) ROBERTO GUTIERREZ. [232,1307,442,1359]
notice-body: BONNIE BRAE ST APT 106, LOS ANGELES, CA 90057. FULL NAME OF REGISTRANT(S) IS (ARE) CARLOS GIOVANNI HERNANDEZ RAMOS. THIS BUSINESS IS CONDUCTED BY: AN INDIVIDUAL. SIGNED: CARLOS GIOVANNI HERNANDEZ RAMOS. THIS STATEMENT WAS FILED WITH THE COUNTY CLERK OF LOS ANGELES COUNTY ON 03/09/2020. [232,81,442,163]
notice-body: THE FOLLOWING PERSON(S) IS (ARE) DOING BUSINESS AS: FCS GROUP, 627 E HALMERSTONE STREET, COMPTON, CA 90221. FULL NAME OF REGISTRANT(S) IS (ARE) SANDY SEGOVIA. THIS BUSINESS IS CONDUCTED BY: AN INDIVIDUAL. SIGNED: SANDY SEGOVIA. [1133,622,1343,684]
notice-body: PEDRO, CA 90732. THIS BUSINESS IS CONDUCTED BY: AN INDIVIDUAL. SIGNED: LETICIA LOPE. THIS STATEMENT WAS FILED WITH THE COUNTY CLERK OF LOS ANGELES COUNTY ON 03/09/2020. NOTICE - THIS FICTITIOUS NAME STATEMENT EXPIRES FIVE YEARS FROM THE DATE IT WAS FILED IN THE OFFICE OF THE COUNTY CLERK. [457,81,666,153]
notice-body: THE FOLLOWING PERSON(S) IS (ARE) DOING BUSINESS AS: POLAR'S CO, 116 W MAPLE STREET UNIT 10, GLENDALE, CA 91204. FULL NAME OF REGISTRANT(S) IS (ARE) GRACE LEE. THIS BUSINESS IS CONDUCTED BY: AN INDIVIDUAL. SIGNED: GRACE LEE. THIS STATEMENT WAS FILED WITH THE COUNTY CLERK OF LOS ANGELES COUNTY ON 03/11/2020. [457,1052,666,1135]
legal-notice [1133,1071,1343,1143]
notice-pub-dates: Pub: Mar 21, 28, Apr 4, 11, 2020 [683,644,800,654]
notice-pub-dates: Pub: Mar 21, 28, Apr 4, 11, 2020 [232,296,351,306]
notice-pub-dates: Pub: Mar 14, 21, 28, Apr 4, 2020 [1133,1133,1251,1143]
notice-pub-dates: Pub: Mar 14, 21, 28, Apr 4, 2020 [1133,888,1251,899]
legal-notice [1133,806,1343,899]
notice-pub-dates: Pub: Apr 4, 11, 18, 25, 2020 [8,378,108,388]
notice-body: THE FOLLOWING PERSON(S) IS (ARE) DOING BUSINESS AS: FABULOUS PERSONALIZED SHOPPING, 417 ARDEN AVENUE SUITE 103, GLENDALE, CA 91203. FULL NAME OF REGISTRANT(S) IS (ARE) SEPTEMBER NUNEZ MANAGEMENT GROUP INC. THIS BUSINESS IS CONDUCTED BY: A CORPORATION. SIGNED: JOSE ANTONIO RIVILLA. [232,582,442,664]
notice-pub-dates: Pub: Mar 21, 28, Apr 4, 11, 2020 [1133,132,1250,143]
legal-notice [457,81,666,163]
notice-heading: FICTITIOUS BUSINESS NAME STATEMENT FILE NO. 2020-059746 [457,663,666,684]
notice-body: THE FOLLOWING PERSON(S) IS (ARE) DOING BUSINESS AS: EFI MOTORSPORTS, 2673 DAWSON AVE, SIGNAL HILL, CA 90755. FULL NAME OF REGISTRANT(S) IS (ARE) EUROPEAN AUTO SERVICE. THIS BUSINESS IS CONDUCTED BY: A CORPORATION. THIS STATEMENT WAS FILED WITH THE COUNTY CLERK OF LOS ANGELES COUNTY ON 03/05/2020. [1133,295,1343,378]
notice-heading: FICTITIOUS BUSINESS NAME STATEMENT FILE NO. 2020-058264 [907,684,1117,704]
legal-notice [908,316,1117,439]
notice-heading: FICTITIOUS BUSINESS NAME STATEMENT FILE NO. 2020-059757 [683,305,892,327]
notice-heading: FILE NO. 2020-060182 STATEMENT OF ABANDONMENT OF USE OF FICTITIOUS BUSINESS NAME [907,449,1117,480]
notice-body: THE FOLLOWING PERSON(S) IS (ARE) DOING BUSINESS AS: RIDE-A-BIKE BY FREE, 17920 S SEINE AVE, ARTESIA, CA 90701. FULL NAME OF REGISTRANT(S) IS (ARE) ARMANDO CARREÑO. THIS BUSINESS IS CONDUCTED BY: AN INDIVIDUAL. SIGNED: ARMANDO CARREÑO. THIS STATEMENT WAS FILED WITH THE COUNTY CLERK OF LOS ANGELES COUNTY ON 03/10/2020. [683,326,892,408]
notice-heading: FICTITIOUS BUSINESS NAME STATEMENT FILE NO. 2020-052188 [907,1103,1117,1123]
footer-publication: Mountain View News [17,2551,153,2567]
